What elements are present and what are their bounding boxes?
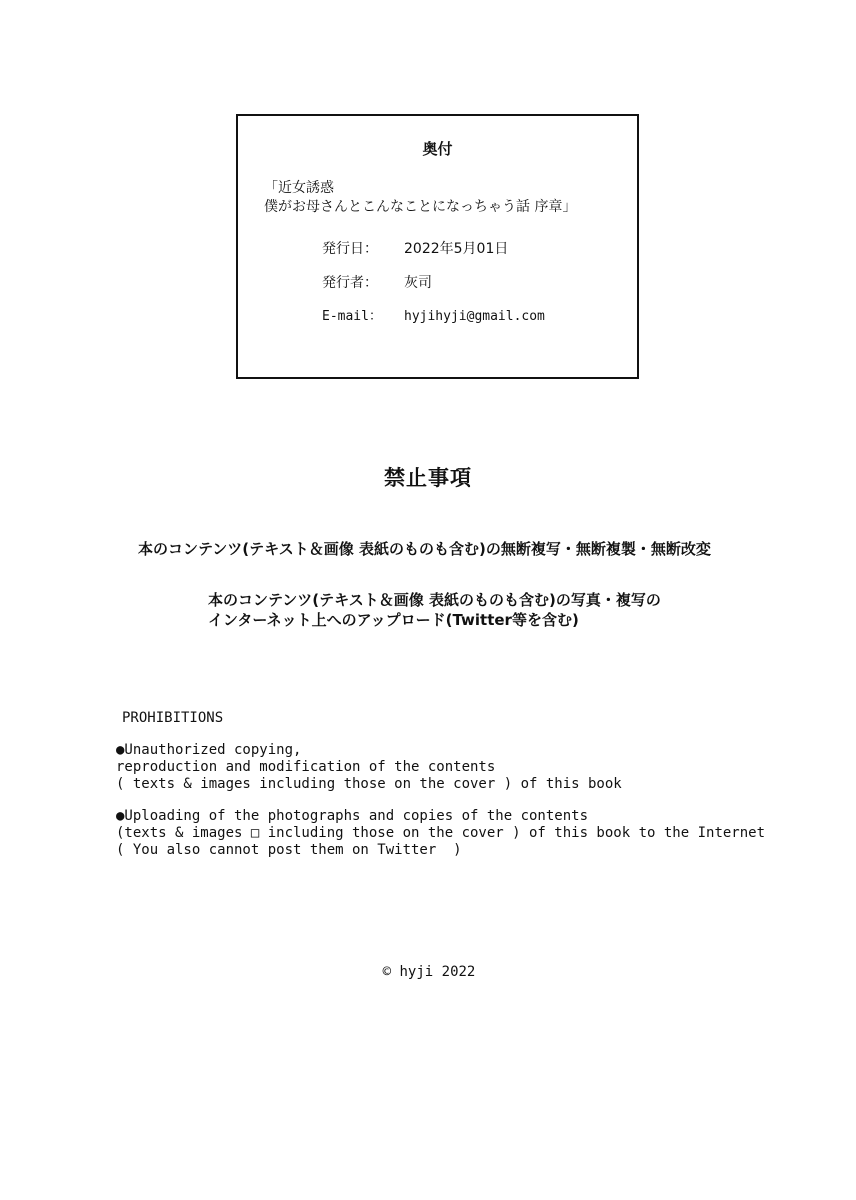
prohibition-jp-line-1: 本のコンテンツ(テキスト＆画像 表紙のものも含む)の無断複写・無断複製・無断改変 (138, 540, 711, 558)
prohibitions-heading-jp: 禁止事項 (384, 466, 472, 490)
prohibition-en-item2-line1: ●Uploading of the photographs and copies of the contents (116, 808, 589, 824)
email-value: hyjihyji@gmail.com (404, 309, 545, 324)
prohibition-jp-line-3: インターネット上へのアップロード(Twitter等を含む) (208, 611, 579, 629)
copyright-notice: © hyji 2022 (382, 964, 476, 980)
publication-date-row (322, 238, 508, 258)
publisher-row (322, 272, 432, 292)
work-title-line-1: 「近女誘惑 (264, 180, 334, 196)
prohibition-en-item2-line2: (texts & images □ including those on the cover ) of this book to the Internet (116, 825, 766, 841)
publisher-value: 灰司 (404, 275, 432, 291)
email-row (322, 305, 545, 324)
prohibition-jp-line-2: 本のコンテンツ(テキスト＆画像 表紙のものも含む)の写真・複写の (208, 591, 661, 609)
publication-date-label: 発行日： (322, 241, 378, 257)
publication-date-value: 2022年5月01日 (404, 241, 509, 257)
colophon-box (236, 114, 639, 379)
publisher-label: 発行者： (322, 275, 378, 291)
prohibition-en-item1-line3: ( texts & images including those on the cover ) of this book (116, 776, 622, 792)
colophon-title: 奥付 (422, 140, 453, 158)
prohibitions-heading-en: PROHIBITIONS (122, 710, 224, 726)
prohibition-en-item1-line1: ●Unauthorized copying, (116, 742, 302, 758)
prohibition-en-item1-line2: reproduction and modification of the contents (116, 759, 496, 775)
work-title-line-2: 僕がお母さんとこんなことになっちゃう話 序章」 (264, 199, 577, 215)
email-label: E-mail： (322, 309, 382, 324)
prohibition-en-item2-line3: ( You also cannot post them on Twitter ) (116, 842, 462, 858)
